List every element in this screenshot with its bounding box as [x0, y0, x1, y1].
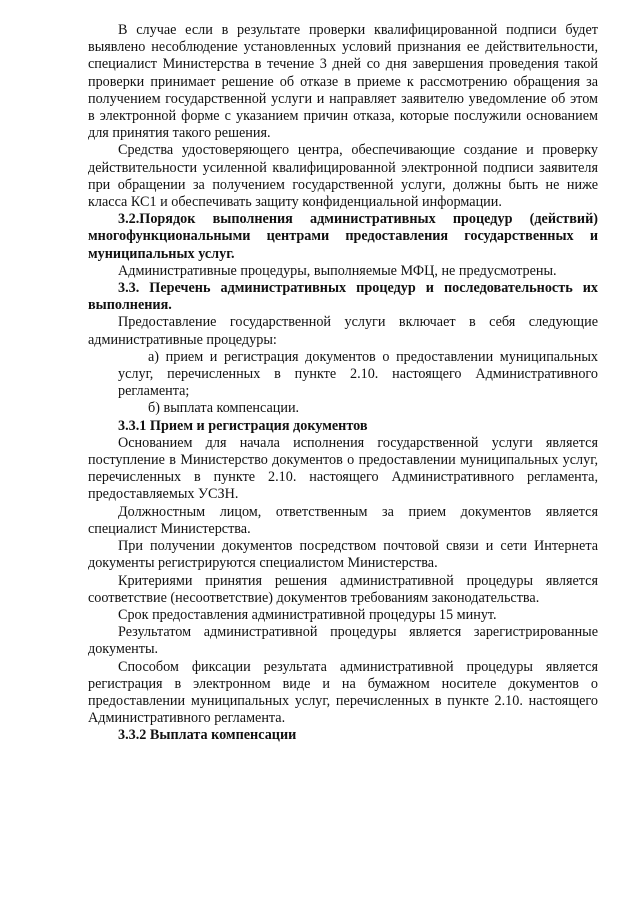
- heading-3-3-2-payment: 3.3.2 Выплата компенсации: [118, 727, 297, 744]
- paragraph-signature-check-refusal: В случае если в результате проверки квалифицированной подписи будет выявлено несоблюдение установленных условий признания ее действительности, специалист Министерства в течение 3 дней со дня завершения проведения такой проверки принимает решение об отказе в приеме к рассмотрению обращения за получением государственной услуги и направляет заявителю уведомление об этом в электронной форме с указанием причин отказа, которые послужили основанием для принятия такого решения.: [88, 22, 598, 142]
- paragraph-procedure-result: Результатом административной процедуры является зарегистрированные документы.: [88, 624, 598, 658]
- paragraph-postal-internet-registration: При получении документов посредством почтовой связи и сети Интернета документы регистрируются специалистом Министерства.: [88, 538, 598, 572]
- document-page: [88, 22, 598, 745]
- paragraph-procedure-duration: Срок предоставления административной процедуры 15 минут.: [118, 606, 497, 623]
- paragraph-mfc-not-provided: Административные процедуры, выполняемые МФЦ, не предусмотрены.: [118, 262, 557, 279]
- heading-3-2-mfc-procedures: 3.2.Порядок выполнения административных процедур (действий) многофункциональными центрами предоставления государственных и муниципальных услуг.: [88, 211, 598, 262]
- paragraph-responsible-official: Должностным лицом, ответственным за прием документов является специалист Министерства.: [88, 503, 598, 537]
- heading-3-3-1-reception: 3.3.1 Прием и регистрация документов: [118, 417, 368, 434]
- paragraph-basis-for-start: Основанием для начала исполнения государственной услуги является поступление в Министерство документов о предоставлении муниципальных услуг, перечисленных в пункте 2.10. настоящего Административного регламента, предоставляемых УСЗН.: [88, 434, 598, 503]
- paragraph-service-includes: Предоставление государственной услуги включает в себя следующие административные процедуры:: [88, 314, 598, 348]
- paragraph-certification-center-tools: Средства удостоверяющего центра, обеспечивающие создание и проверку действительности усиленной квалифицированной электронной подписи заявителя при обращении за получением государственной услуги, должны быть не ниже класса КС1 и обеспечивать защиту конфиденциальной информации.: [88, 142, 598, 211]
- heading-3-3-procedures-list: 3.3. Перечень административных процедур и последовательность их выполнения.: [88, 280, 598, 314]
- paragraph-result-recording-method: Способом фиксации результата административной процедуры является регистрация в электронном виде и на бумажном носителе документов о предоставлении муниципальных услуг, перечисленных в пункте 2.10. настоящего Административного регламента.: [88, 658, 598, 727]
- list-item-a-reception: а) прием и регистрация документов о предоставлении муниципальных услуг, перечисленных в пункте 2.10. настоящего Административного регламента;: [118, 348, 598, 400]
- paragraph-decision-criteria: Критериями принятия решения административной процедуры является соответствие (несоответствие) документов требованиям законодательства.: [88, 572, 598, 606]
- list-item-b-payment: б) выплата компенсации.: [148, 400, 300, 417]
